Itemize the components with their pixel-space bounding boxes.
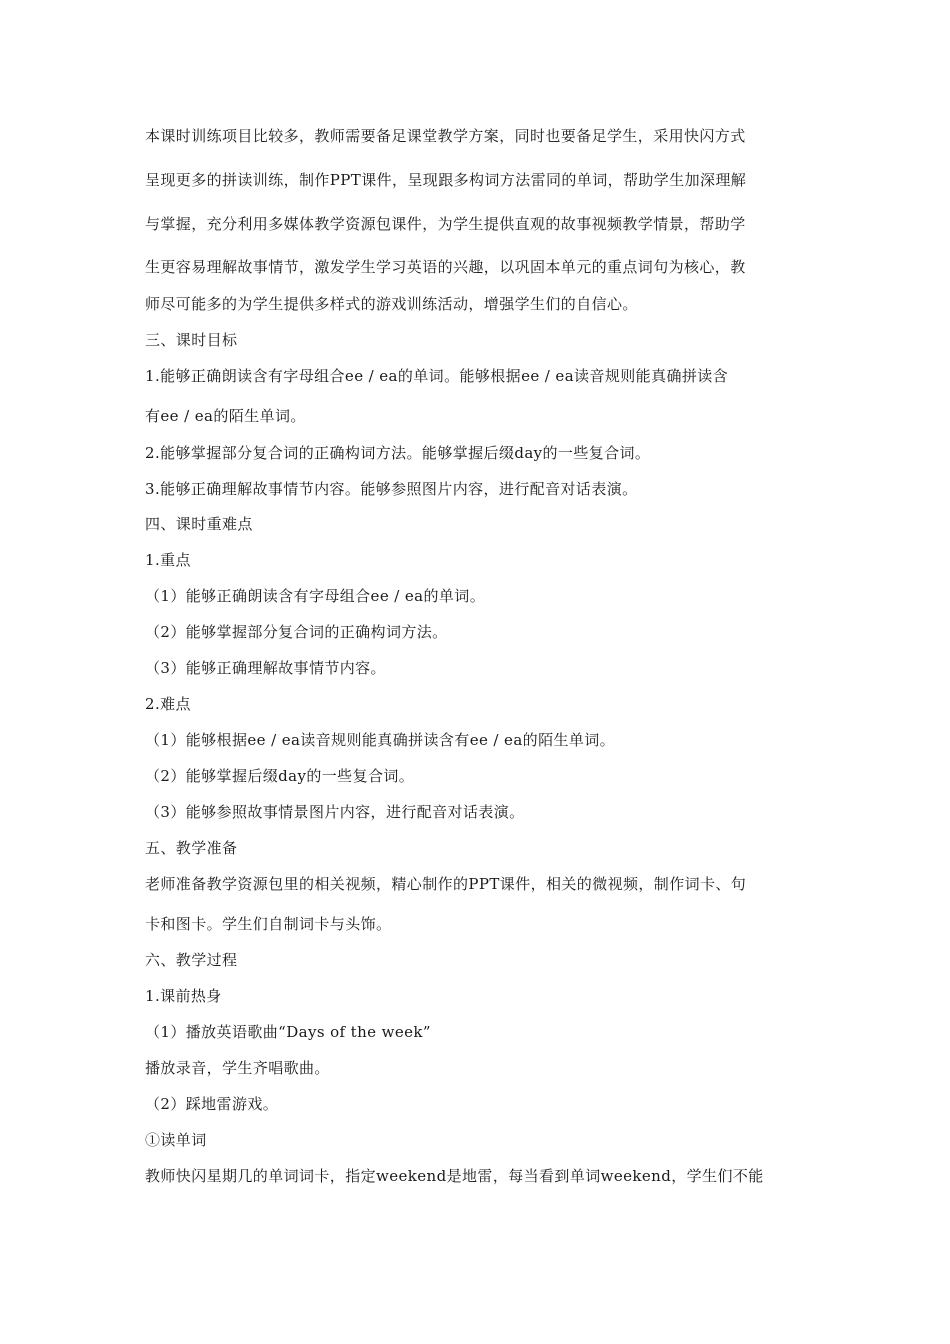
key-point-2: （2）能够掌握部分复合词的正确构词方法。 <box>145 623 448 641</box>
goal-2: 2.能够掌握部分复合词的正确构词方法。能够掌握后缀day的一些复合词。 <box>145 444 651 462</box>
goal-1-line-2: 有ee / ea的陌生单词。 <box>145 407 306 425</box>
key-point-3: （3）能够正确理解故事情节内容。 <box>145 659 386 677</box>
intro-line-4: 生更容易理解故事情节，激发学生学习英语的兴趣，以巩固本单元的重点词句为核心，教 <box>145 258 746 276</box>
difficulty-2: （2）能够掌握后缀day的一些复合词。 <box>145 767 415 785</box>
difficulty-3: （3）能够参照故事情景图片内容，进行配音对话表演。 <box>145 803 525 821</box>
difficulty-1: （1）能够根据ee / ea读音规则能真确拼读含有ee / ea的陌生单词。 <box>145 731 616 749</box>
goal-3: 3.能够正确理解故事情节内容。能够参照图片内容，进行配音对话表演。 <box>145 480 638 498</box>
intro-line-3: 与掌握，充分利用多媒体教学资源包课件，为学生提供直观的故事视频教学情景，帮助学 <box>145 215 746 233</box>
step-1-title: 1.课前热身 <box>145 987 222 1005</box>
key-points-title: 1.重点 <box>145 551 191 569</box>
intro-line-2: 呈现更多的拼读训练，制作PPT课件，呈现跟多构词方法雷同的单词，帮助学生加深理解 <box>145 171 747 189</box>
intro-line-1: 本课时训练项目比较多，教师需要备足课堂教学方案，同时也要备足学生，采用快闪方式 <box>145 127 746 145</box>
section-heading-goals: 三、课时目标 <box>145 331 238 349</box>
difficulties-title: 2.难点 <box>145 695 191 713</box>
step-1-1-description: 播放录音，学生齐唱歌曲。 <box>145 1059 330 1077</box>
step-1-2-a-description: 教师快闪星期几的单词词卡，指定weekend是地雷，每当看到单词weekend，学生们不能 <box>145 1167 764 1185</box>
goal-1-line-1: 1.能够正确朗读含有字母组合ee / ea的单词。能够根据ee / ea读音规则能真确拼读含 <box>145 367 729 385</box>
step-1-2: （2）踩地雷游戏。 <box>145 1095 279 1113</box>
intro-line-5: 师尽可能多的为学生提供多样式的游戏训练活动，增强学生们的自信心。 <box>145 295 638 313</box>
section-heading-process: 六、教学过程 <box>145 951 238 969</box>
preparation-line-1: 老师准备教学资源包里的相关视频，精心制作的PPT课件，相关的微视频，制作词卡、句 <box>145 875 747 893</box>
section-heading-preparation: 五、教学准备 <box>145 839 238 857</box>
preparation-line-2: 卡和图卡。学生们自制词卡与头饰。 <box>145 915 392 933</box>
key-point-1: （1）能够正确朗读含有字母组合ee / ea的单词。 <box>145 587 486 605</box>
step-1-1: （1）播放英语歌曲“Days of the week” <box>145 1023 431 1041</box>
section-heading-key-points: 四、课时重难点 <box>145 515 253 533</box>
step-1-2-a: ①读单词 <box>145 1131 207 1149</box>
